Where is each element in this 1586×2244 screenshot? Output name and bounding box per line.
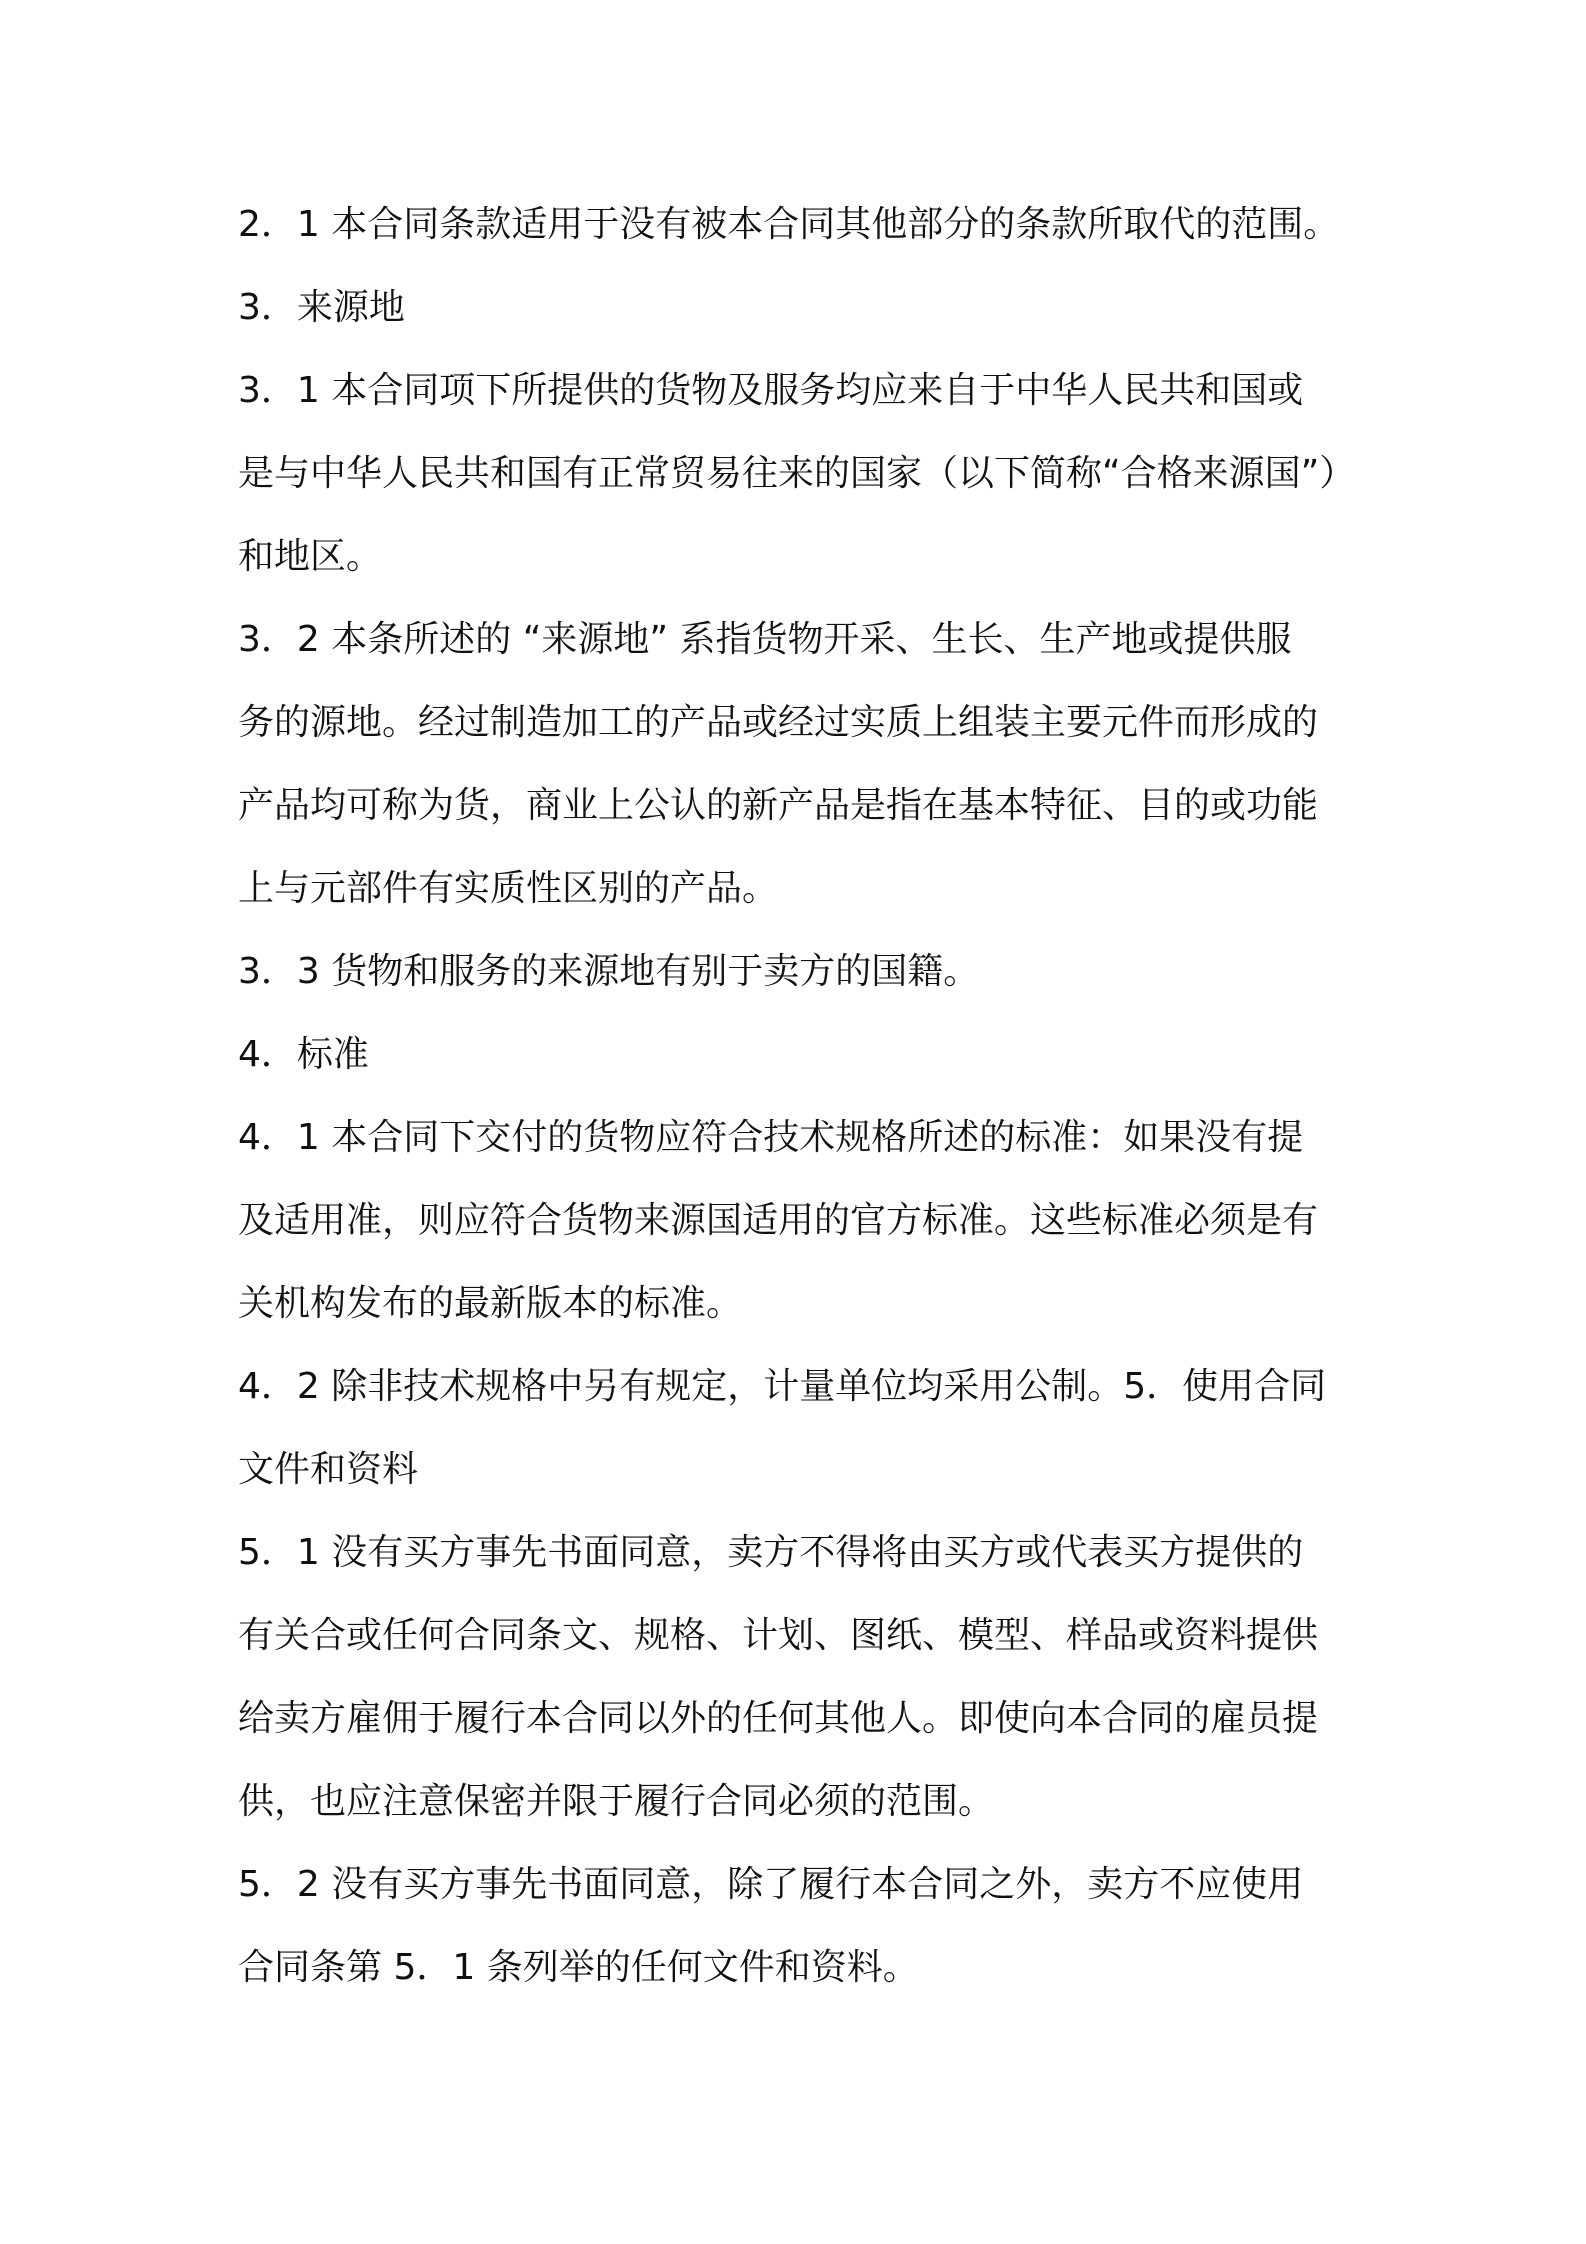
text-line: 供，也应注意保密并限于履行合同必须的范围。 xyxy=(238,1781,995,1822)
text-line: 及适用准，则应符合货物来源国适用的官方标准。这些标准必须是有 xyxy=(238,1200,1319,1241)
section-heading: 4．标准 xyxy=(238,1034,369,1075)
text-line: 是与中华人民共和国有正常贸易往来的国家（以下简称“合格来源国”） xyxy=(238,453,1356,494)
text-line: 3．2 本条所述的 “来源地” 系指货物开采、生长、生产地或提供服 xyxy=(238,619,1292,660)
text-line: 5．2 没有买方事先书面同意，除了履行本合同之外，卖方不应使用 xyxy=(238,1864,1304,1905)
text-line: 有关合或任何合同条文、规格、计划、图纸、模型、样品或资料提供 xyxy=(238,1615,1319,1656)
section-heading: 3．来源地 xyxy=(238,287,405,328)
text-line: 3．3 货物和服务的来源地有别于卖方的国籍。 xyxy=(238,951,980,992)
text-line: 合同条第 5．1 条列举的任何文件和资料。 xyxy=(238,1947,919,1988)
text-line: 2．1 本合同条款适用于没有被本合同其他部分的条款所取代的范围。 xyxy=(238,204,1340,245)
text-line: 5．1 没有买方事先书面同意，卖方不得将由买方或代表买方提供的 xyxy=(238,1532,1304,1573)
text-line: 上与元部件有实质性区别的产品。 xyxy=(238,868,779,909)
text-line: 给卖方雇佣于履行本合同以外的任何其他人。即使向本合同的雇员提 xyxy=(238,1698,1319,1739)
text-line: 产品均可称为货，商业上公认的新产品是指在基本特征、目的或功能 xyxy=(238,785,1319,826)
text-line: 4．1 本合同下交付的货物应符合技术规格所述的标准：如果没有提 xyxy=(238,1117,1304,1158)
document-body xyxy=(238,200,1358,2026)
text-line: 3．1 本合同项下所提供的货物及服务均应来自于中华人民共和国或 xyxy=(238,370,1304,411)
text-line: 4．2 除非技术规格中另有规定，计量单位均采用公制。5．使用合同 xyxy=(238,1366,1327,1407)
text-line: 和地区。 xyxy=(238,536,383,577)
text-line: 文件和资料 xyxy=(238,1449,419,1490)
text-line: 务的源地。经过制造加工的产品或经过实质上组装主要元件而形成的 xyxy=(238,702,1319,743)
text-line: 关机构发布的最新版本的标准。 xyxy=(238,1283,743,1324)
